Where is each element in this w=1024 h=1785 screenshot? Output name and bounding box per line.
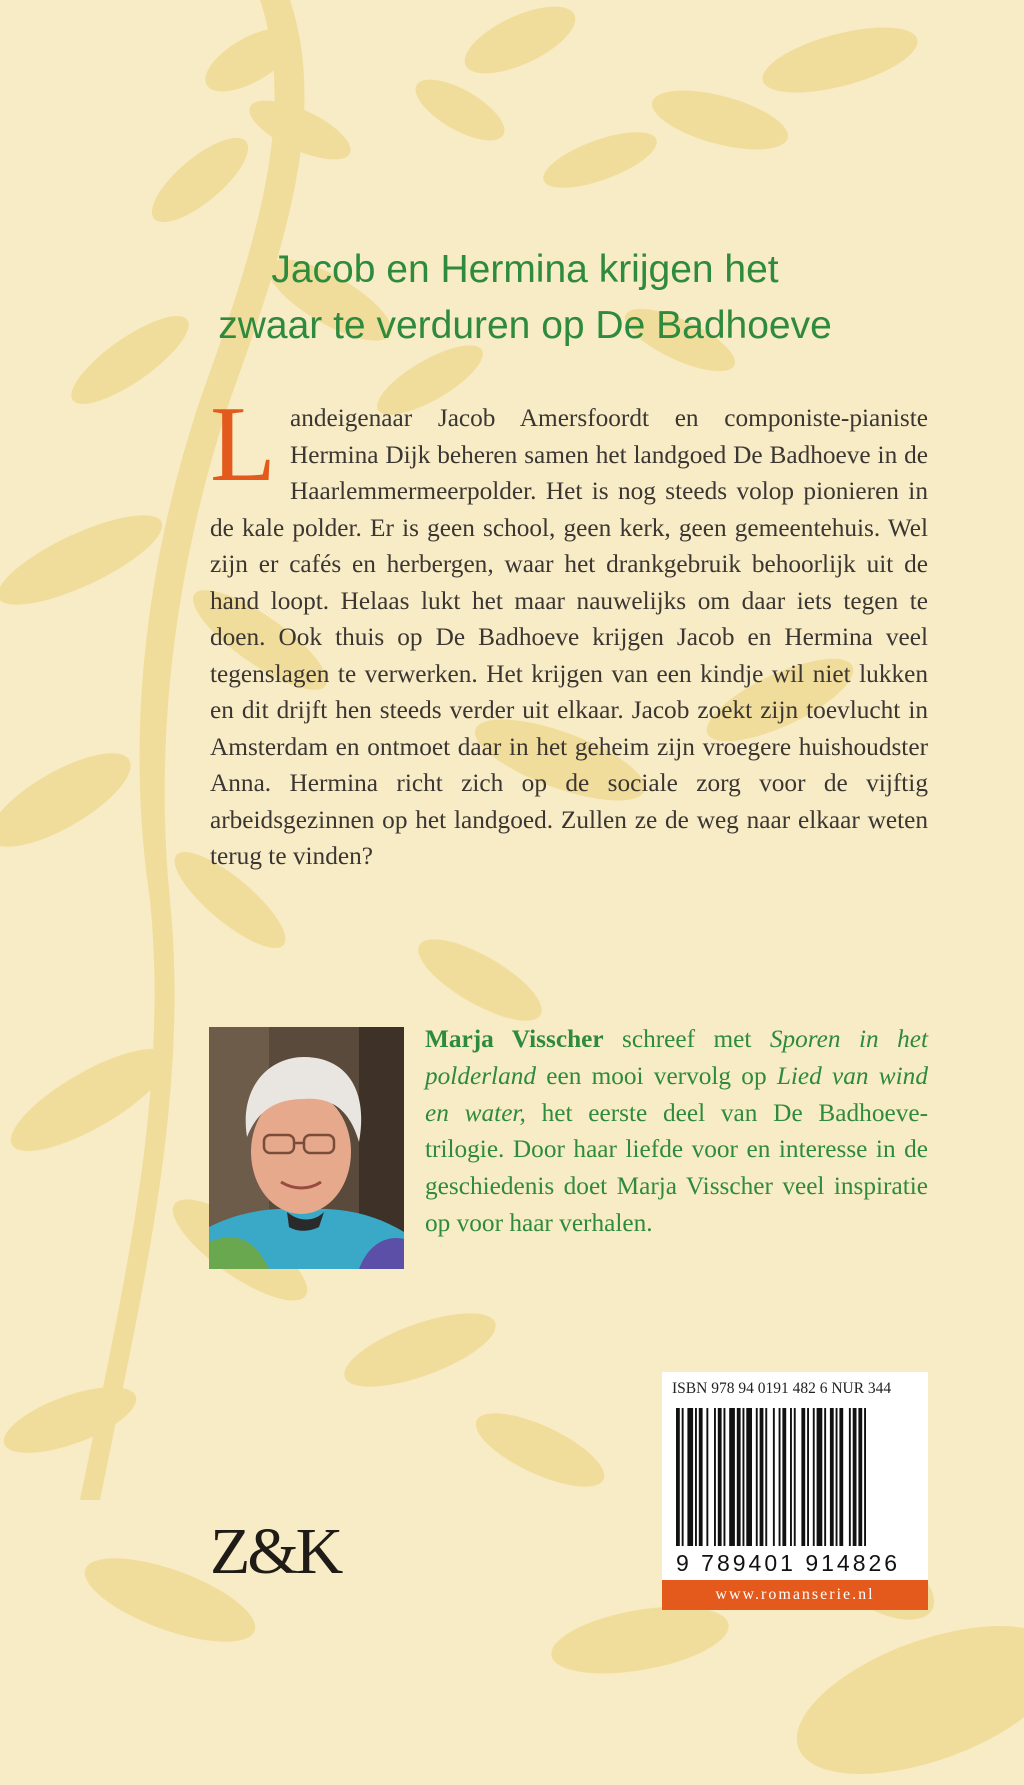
barcode-bar: [839, 1408, 843, 1546]
barcode-bar: [756, 1408, 758, 1546]
barcode-bar: [830, 1408, 834, 1546]
barcode-bar: [794, 1408, 796, 1546]
barcode-bar: [765, 1408, 767, 1546]
barcode-bar: [699, 1408, 703, 1546]
barcode-bar: [790, 1408, 792, 1546]
barcode-bar: [858, 1408, 862, 1546]
barcode-bar: [824, 1408, 826, 1546]
drop-cap: L: [210, 385, 276, 504]
barcode-bar: [695, 1408, 697, 1546]
barcode-bar: [779, 1408, 781, 1546]
barcode-bar: [718, 1408, 722, 1546]
blurb-text: andeigenaar Jacob Amersfoordt en componiste-pianiste Hermina Dijk beheren samen het landgoed De Badhoeve in de Haarlemmermeerpolder. Het is nog steeds volop pionieren in de kale polder. Er is geen school, geen kerk, geen gemeentehuis. Wel zijn er cafés en herbergen, waar het drankgebruik behoorlijk uit de hand loopt. Helaas lukt het maar nauwelijks om daar iets tegen te doen. Ook thuis op De Badhoeve krijgen Jacob en Hermina veel tegenslagen te verwerken. Het krijgen van een kindje wil niet lukken en dit drijft hen steeds verder uit elkaar. Jacob zoekt zijn toevlucht in Amsterdam en ontmoet daar in het geheim zijn vroegere huishoudster Anna. Hermina richt zich op de sociale zorg voor de vijftig arbeidsgezinnen op het landgoed. Zullen ze de weg naar elkaar weten terug te vinden?: [210, 404, 928, 870]
publisher-url[interactable]: www.romanserie.nl: [662, 1580, 928, 1610]
headline-line-2: zwaar te verduren op De Badhoeve: [218, 304, 832, 347]
barcode-bar: [773, 1408, 775, 1546]
headline-line-1: Jacob en Hermina krijgen het: [271, 248, 779, 291]
barcode-bar: [864, 1408, 866, 1546]
author-name: Marja Visscher: [425, 1025, 604, 1053]
barcode-bar: [676, 1408, 680, 1546]
barcode-bar: [817, 1408, 823, 1546]
barcode-panel: [662, 1372, 928, 1610]
barcode-icon: [662, 1408, 928, 1550]
author-bio: [425, 1021, 928, 1242]
barcode-bar: [853, 1408, 857, 1546]
book-title-1: Sporen in het polderland: [425, 1025, 928, 1090]
publisher-logo: Z&K: [210, 1515, 341, 1588]
blurb-paragraph: [210, 385, 928, 875]
barcode-bar: [813, 1408, 815, 1546]
barcode-bar: [743, 1408, 745, 1546]
barcode-bar: [729, 1408, 735, 1546]
barcode-bar: [782, 1408, 786, 1546]
author-bio-part-1: schreef met: [603, 1025, 770, 1053]
author-photo: [209, 1027, 404, 1269]
barcode-bar: [807, 1408, 809, 1546]
barcode-bar: [724, 1408, 726, 1546]
barcode-bar: [746, 1408, 752, 1546]
barcode-bar: [836, 1408, 838, 1546]
isbn-text: ISBN 978 94 0191 482 6 NUR 344: [672, 1380, 892, 1397]
author-bio-part-2: een mooi vervolg op: [536, 1061, 777, 1090]
barcode-bar: [706, 1408, 708, 1546]
author-bio-part-3: het eerste deel van De Badhoeve-trilogie. Door haar liefde voor en interesse in de geschiedenis doet Marja Visscher veel inspiratie op voor haar verhalen.: [425, 1098, 929, 1237]
barcode-bar: [849, 1408, 851, 1546]
barcode-bar: [760, 1408, 764, 1546]
barcode-bar: [737, 1408, 741, 1546]
barcode-digits: 9 789401 914826: [676, 1550, 901, 1576]
barcode-bar: [682, 1408, 684, 1546]
barcode-bar: [714, 1408, 716, 1546]
barcode-bar: [687, 1408, 693, 1546]
headline: [150, 242, 900, 354]
book-title-2: Lied van wind en water,: [425, 1061, 928, 1127]
barcode-bar: [801, 1408, 805, 1546]
